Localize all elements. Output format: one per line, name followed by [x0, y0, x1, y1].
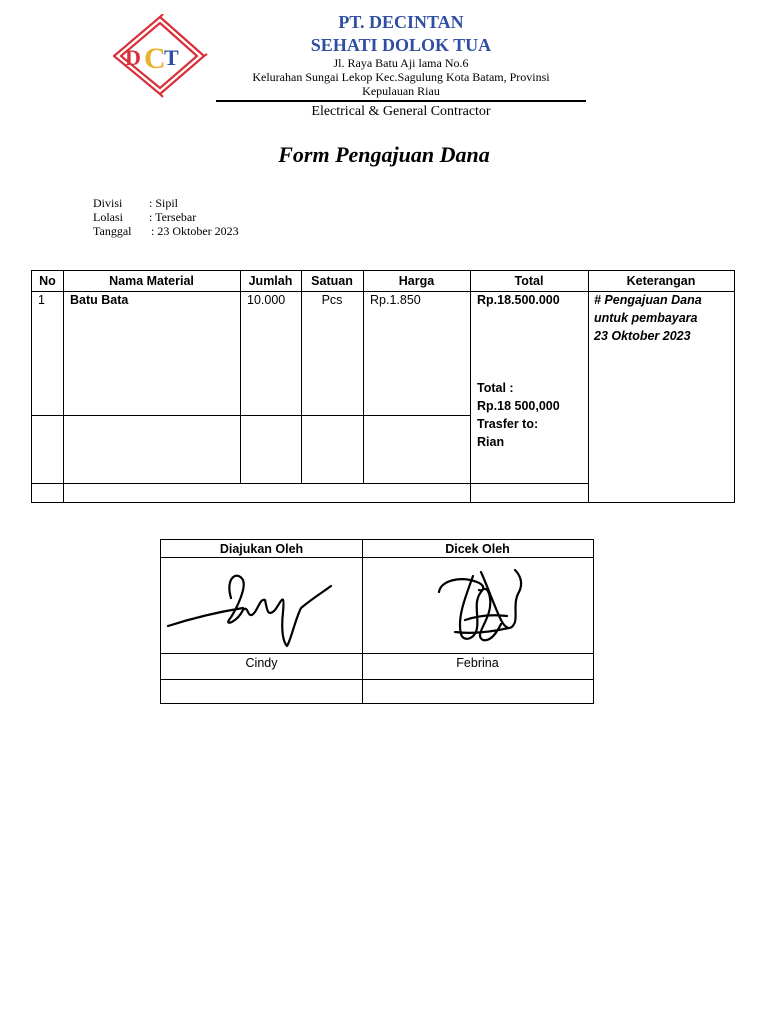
total-label: Total :	[477, 381, 514, 395]
col-header-harga: Harga	[398, 274, 435, 288]
row-divider	[32, 415, 470, 416]
meta-divisi	[93, 196, 178, 210]
signature-cindy	[163, 560, 359, 650]
col-header-jumlah: Jumlah	[248, 274, 293, 288]
col-header-keterangan: Keterangan	[626, 274, 696, 288]
row1-total: Rp.18.500.000	[477, 293, 560, 307]
logo-letter-d: D	[125, 45, 141, 70]
signature-table	[160, 539, 594, 704]
row1-nama-material: Batu Bata	[70, 293, 129, 307]
company-name-line1: PT. DECINTAN	[338, 12, 464, 32]
tanggal-value: : 23 Oktober 2023	[151, 224, 239, 238]
col-divider	[470, 271, 471, 502]
tanggal-label: Tanggal	[93, 224, 132, 238]
col-header-satuan: Satuan	[311, 274, 353, 288]
col-divider	[588, 271, 589, 502]
company-logo	[108, 14, 208, 98]
sig-header-diajukan: Diajukan Oleh	[219, 542, 304, 556]
sig-row-divider	[161, 557, 593, 558]
keterangan-line1: # Pengajuan Dana	[594, 293, 702, 307]
col-header-no: No	[39, 274, 56, 288]
form-title: Form Pengajuan Dana	[278, 142, 490, 167]
sig-row-divider	[161, 653, 593, 654]
row1-harga: Rp.1.850	[370, 293, 421, 307]
divisi-value: : Sipil	[149, 196, 179, 210]
col-divider	[240, 271, 241, 483]
row-divider	[32, 483, 588, 484]
transfer-label: Trasfer to:	[477, 417, 539, 431]
meta-lokasi	[93, 210, 196, 224]
col-divider	[63, 271, 64, 502]
row1-no: 1	[38, 293, 45, 307]
logo-letter-c: C	[144, 42, 166, 75]
row1-jumlah: 10.000	[247, 293, 286, 307]
sig-header-dicek: Dicek Oleh	[445, 542, 510, 556]
keterangan-line3: 23 Oktober 2023	[594, 329, 691, 343]
total-value: Rp.18 500,000	[477, 399, 560, 413]
signer-name-febrina: Febrina	[456, 656, 499, 670]
lokasi-value: : Tersebar	[149, 210, 197, 224]
signer-name-cindy: Cindy	[245, 656, 278, 670]
col-divider	[363, 271, 364, 483]
header-divider	[216, 100, 586, 102]
address-line2: Kelurahan Sungai Lekop Kec.Sagulung Kota Batam, Provinsi	[252, 70, 550, 84]
address-line3: Kepulauan Riau	[362, 84, 440, 98]
keterangan-line2: untuk pembayara	[594, 311, 698, 325]
sig-row-divider	[161, 679, 593, 680]
lokasi-label: Lolasi	[93, 210, 123, 224]
col-header-total: Total	[514, 274, 544, 288]
logo-letter-t: T	[164, 45, 179, 70]
row1-satuan: Pcs	[321, 293, 343, 307]
meta-tanggal	[93, 224, 239, 238]
address-line1: Jl. Raya Batu Aji lama No.6	[333, 56, 469, 70]
company-tagline: Electrical & General Contractor	[311, 104, 491, 119]
col-header-nama-material: Nama Material	[109, 274, 194, 288]
transfer-name: Rian	[477, 435, 505, 449]
signature-febrina	[421, 562, 531, 650]
divisi-label: Divisi	[93, 196, 123, 210]
company-name-line2: SEHATI DOLOK TUA	[310, 35, 492, 55]
material-table	[31, 270, 735, 503]
